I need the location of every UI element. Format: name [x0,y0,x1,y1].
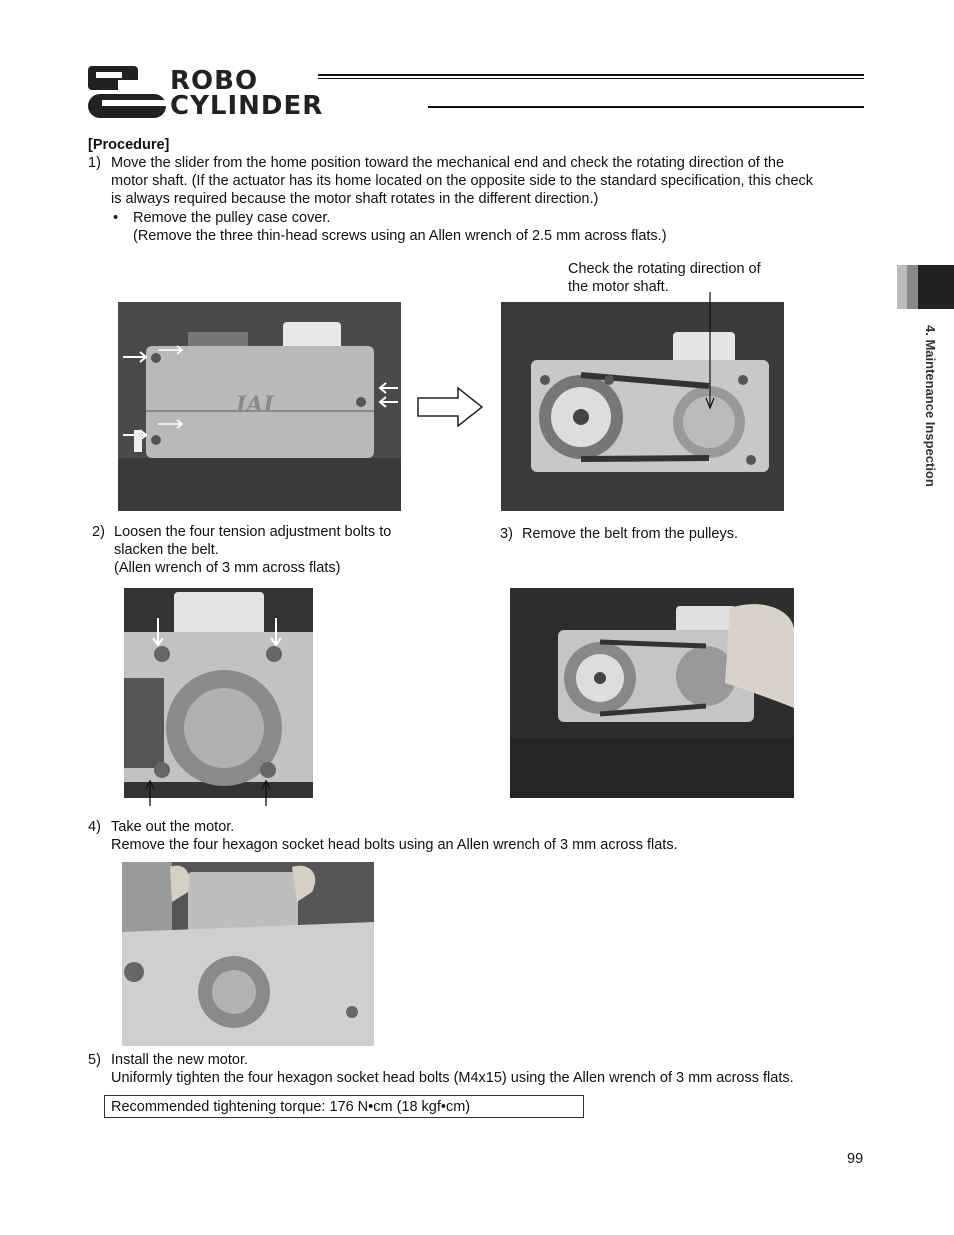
header-rule-top [318,74,864,76]
rc-logo-icon [88,66,166,118]
side-tab-label: 4. Maintenance Inspection [923,325,938,487]
step2-number: 2) [92,524,105,540]
step1-line3: is always required because the motor shaft rotates in the different direction.) [111,191,599,207]
step1-line2: motor shaft. (If the actuator has its home located on the opposite side to the standard specification, this check [111,173,814,189]
header-rule-top-thin [318,78,864,79]
step1-callout-line1: Check the rotating direction of [568,261,761,277]
photo-tension-bolts [124,588,313,798]
header-rule-bottom [428,106,864,108]
photo-remove-belt [510,588,794,798]
step4-number: 4) [88,819,101,835]
step2-line2: slacken the belt. [114,542,219,558]
right-arrow-icon [416,386,486,428]
photo-pulley-case-cover [118,302,401,511]
torque-box [104,1095,584,1118]
side-tab-mid [907,265,918,309]
logo-line1: ROBO [170,66,259,96]
step1-bullet-line1: Remove the pulley case cover. [133,210,331,226]
step5-line1: Install the new motor. [111,1052,249,1068]
photo-take-out-motor [122,862,374,1046]
step2-line3: (Allen wrench of 3 mm across flats) [114,560,341,576]
logo-line2: CYLINDER [170,91,324,121]
bolt-pointer-arrows-icon [140,780,275,808]
step5-number: 5) [88,1052,101,1068]
step4-line2: Remove the four hexagon socket head bolts using an Allen wrench of 3 mm across flats. [111,837,678,853]
side-tab-light [897,265,907,309]
step1-number: 1) [88,155,101,171]
step1-callout-line2: the motor shaft. [568,279,669,295]
photo1-brand: IAI [236,392,274,418]
photo-open-pulley-case [501,302,784,511]
callout-arrow-icon [700,292,720,412]
torque-text: Recommended tightening torque: 176 N•cm (18 kgf•cm) [111,1099,471,1115]
procedure-heading: [Procedure] [88,137,170,153]
step2-line1: Loosen the four tension adjustment bolts to [114,524,392,540]
step5-line2: Uniformly tighten the four hexagon socket head bolts (M4x15) using the Allen wrench of 3 mm across flats. [111,1070,794,1086]
step1-bullet-line2: (Remove the three thin-head screws using an Allen wrench of 2.5 mm across flats.) [133,228,667,244]
step1-line1: Move the slider from the home position toward the mechanical end and check the rotating direction of the [111,155,785,171]
step3-number: 3) [500,526,513,542]
step1-bullet: • [113,210,119,226]
page-number: 99 [847,1151,864,1167]
step4-line1: Take out the motor. [111,819,235,835]
side-tab-dark [918,265,954,309]
step3-line1: Remove the belt from the pulleys. [522,526,738,542]
